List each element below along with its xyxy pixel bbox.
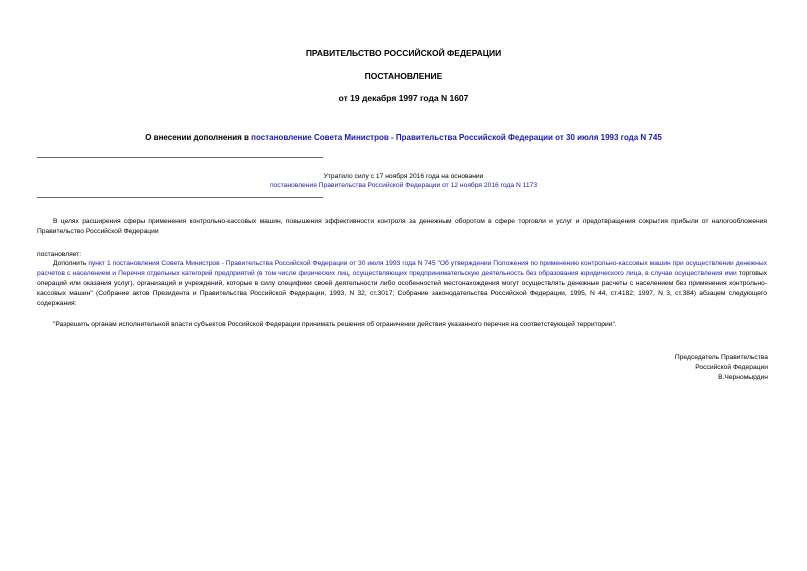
title-link[interactable]: постановление Совета Министров - Правительства Российской Федерации от 30 июля 1993 года N 745: [251, 133, 662, 142]
status-note: Утратило силу с 17 ноября 2016 года на основании: [323, 173, 484, 180]
quote-paragraph: "Разрешить органам исполнительной власти субъектов Российской Федерации принимать решения об ограничении действия указанного перечня на соответствующей территории".: [53, 321, 617, 328]
amendment-paragraph: [37, 259, 767, 309]
title-prefix: О внесении дополнения в: [145, 133, 252, 142]
divider-bottom: [37, 197, 323, 198]
header-doc-type: ПОСТАНОВЛЕНИЕ: [364, 71, 443, 81]
amendment-suffix: (Собрание актов Президента и Правительства Российской Федерации, 1993, N 32, ст.3017; Собрание законодательства Российской Федерации, 1995, N 44, ст.4182; 1997, N 3, ст.384) абзацем следующего содержания:: [37, 290, 767, 307]
divider-top: [37, 157, 323, 158]
decides-paragraph: постановляет:: [37, 251, 82, 258]
signature-title: Председатель Правительства: [674, 354, 768, 361]
amendment-prefix: Дополнить: [53, 260, 89, 267]
document-title: [0, 133, 807, 142]
signature-name: В.Черномырдин: [718, 374, 768, 381]
status-link[interactable]: постановления Правительства Российской Федерации от 12 ноября 2016 года N 1173: [269, 182, 538, 189]
signature-country: Российской Федерации: [695, 364, 768, 371]
header-government: ПРАВИТЕЛЬСТВО РОССИЙСКОЙ ФЕДЕРАЦИИ: [305, 48, 502, 58]
preamble-paragraph: В целях расширения сферы применения контрольно-кассовых машин, повышения эффективности контроля за денежным оборотом в сфере торговли и услуг и предотвращения сокрытия прибыли от налогообложения Правительство Российской Федерации: [37, 218, 767, 235]
header-date-number: от 19 декабря 1997 года N 1607: [338, 93, 469, 103]
amendment-link[interactable]: пункт 1 постановления Совета Министров - Правительства Российской Федерации от 30 июля 1993 года N 745 "Об утверждении Положения по применению контрольно-кассовых машин при осуществлении денежных расчетов с населением и Перечня отдельных категорий предприятий (в том числе физических лиц, осуществляющих предпринимательскую деятельность без образования юридического лица, в случае осуществления ими: [37, 260, 767, 277]
amendment-middle: торговых операций или оказания услуг), организаций и учреждений, которые в силу специфики своей деятельности либо особенностей местонахождения могут осуществлять денежные расчеты с населением без применения контрольно-кассовых машин": [37, 270, 768, 297]
status-note-link-line: [0, 181, 807, 191]
